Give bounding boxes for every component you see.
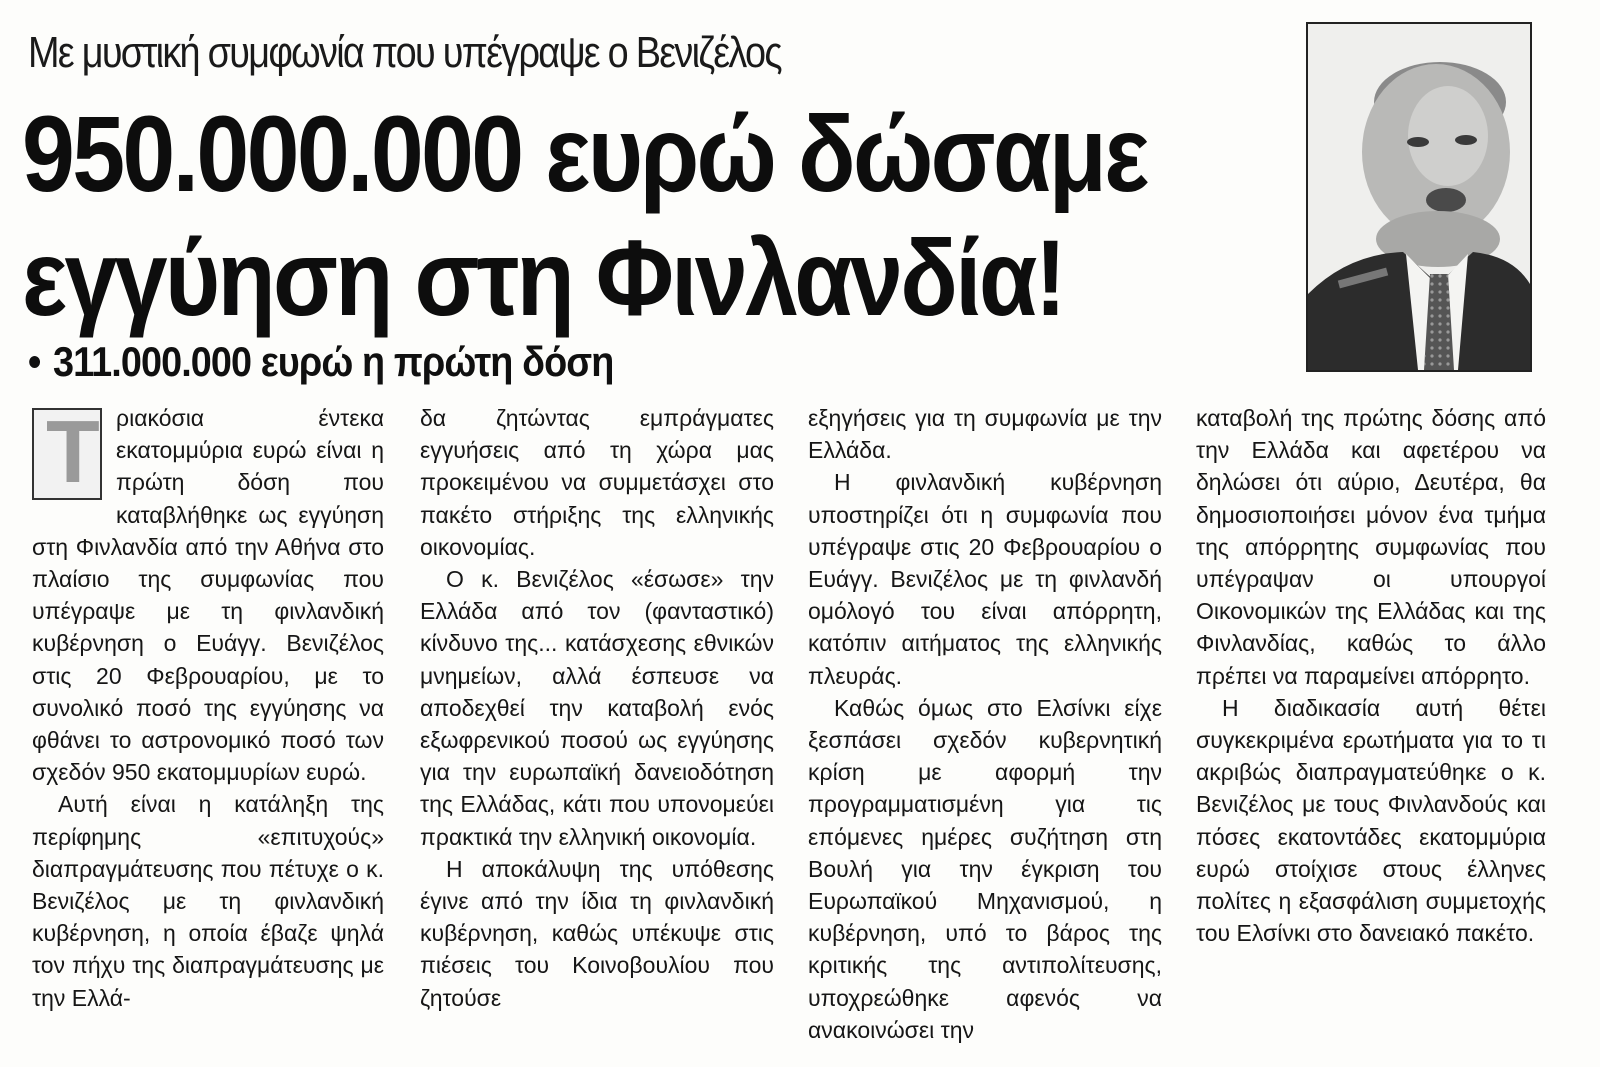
kicker: Με μυστική συμφωνία που υπέγραψε ο Βενιζέλος [28, 28, 781, 77]
paragraph: Η διαδικασία αυτή θέτει συγκεκριμένα ερωτήματα για το τι ακριβώς διαπραγματεύθηκε ο κ. Βενιζέλος με τους Φινλανδούς και πόσες εκατοντάδες εκατομμύρια ευρώ στοίχισε στους έλληνες πολίτες η εξασφάλιση συμμετοχής του Ελσίνκι στο δανειακό πακέτο. [1196, 694, 1546, 947]
article-column-4 [1196, 402, 1546, 1052]
headline [22, 92, 1147, 340]
portrait-illustration [1308, 24, 1530, 370]
headline-line-1: 950.000.000 ευρώ δώσαμε [22, 93, 1147, 214]
headline-line-2: εγγύηση στη Φινλανδία! [22, 217, 1064, 338]
article-column-2 [420, 402, 774, 1052]
article-column-1 [32, 402, 384, 1052]
paragraph: Ο κ. Βενιζέλος «έσωσε» την Ελλάδα από τον (φανταστικό) κίνδυνο της... κατάσχεσης εθνικών μνημείων, αλλά έσπευσε να αποδεχθεί την καταβολή ενός εξωφρενικού ποσού ως εγγύησης για την ευρωπαϊκή δανειοδότηση της Ελλάδας, κάτι που υπονομεύει πρακτικά την ελληνική οικονομία. [420, 566, 774, 850]
paragraph: Αυτή είναι η κατάληξη της περίφημης «επιτυχούς» διαπραγμάτευσης που πέτυχε ο κ. Βενιζέλος με τη φινλανδική κυβέρνηση, η οποία έβαζε ψηλά τον πήχυ της διαπραγμάτευσης με την Ελλά- [32, 791, 384, 1011]
paragraph: ριακόσια έντεκα εκατομμύρια ευρώ είναι η πρώτη δόση που καταβλήθηκε ως εγγύηση στη Φινλανδία από την Αθήνα στο πλαίσιο της συμφωνίας που υπέγραψε με τη φινλανδική κυβέρνηση ο Ευάγγ. Βενιζέλος στις 20 Φεβρουαρίου, με το συνολικό ποσό της εγγύησης να φθάνει το αστρονομικό ποσό των σχεδόν 950 εκατομμυρίων ευρώ. [32, 405, 384, 786]
subheadline-text: 311.000.000 ευρώ η πρώτη δόση [52, 338, 614, 385]
paragraph: καταβολή της πρώτης δόσης από την Ελλάδα και αφετέρου να δηλώσει ότι αύριο, Δευτέρα, θα δημοσιοποιήσει μόνον ένα τμήμα της απόρρητης συμφωνίας που υπέγραψαν οι υπουργοί Οικονομικών της Ελλάδας και της Φινλανδίας, καθώς το άλλο πρέπει να παραμείνει απόρρητο. [1196, 405, 1546, 689]
paragraph: Η φινλανδική κυβέρνηση υποστηρίζει ότι η συμφωνία που υπέγραψε στις 20 Φεβρουαρίου ο Ευάγγ. Βενιζέλος με τη φινλανδή ομόλογό του είναι απόρρητη, κατόπιν αιτήματος της ελληνικής πλευράς. [808, 469, 1162, 689]
paragraph: Η αποκάλυψη της υπόθεσης έγινε από την ίδια τη φινλανδική κυβέρνηση, καθώς υπέκυψε στις πιέσεις του Κοινοβουλίου που ζητούσε [420, 855, 774, 1011]
portrait-photo [1306, 22, 1532, 372]
drop-cap [32, 402, 102, 501]
drop-cap-letter: Τ [46, 402, 100, 501]
paragraph: εξηγήσεις για τη συμφωνία με την Ελλάδα. [808, 405, 1162, 464]
article-column-3 [808, 402, 1162, 1052]
bullet-icon: • [28, 338, 41, 385]
paragraph: Καθώς όμως στο Ελσίνκι είχε ξεσπάσει σχεδόν κυβερνητική κρίση με αφορμή την προγραμματισμένη για τις επόμενες ημέρες συζήτηση στη Βουλή για την έγκριση του Ευρωπαϊκού Μηχανισμού, η κυβέρνηση, υπό το βάρος της κριτικής της αντιπολίτευσης, υποχρεώθηκε αφενός να ανακοινώσει την [808, 694, 1162, 1043]
subheadline [28, 338, 613, 386]
paragraph: δα ζητώντας εμπράγματες εγγυήσεις από τη χώρα μας προκειμένου να συμμετάσχει στο πακέτο στήριξης της ελληνικής οικονομίας. [420, 405, 774, 560]
